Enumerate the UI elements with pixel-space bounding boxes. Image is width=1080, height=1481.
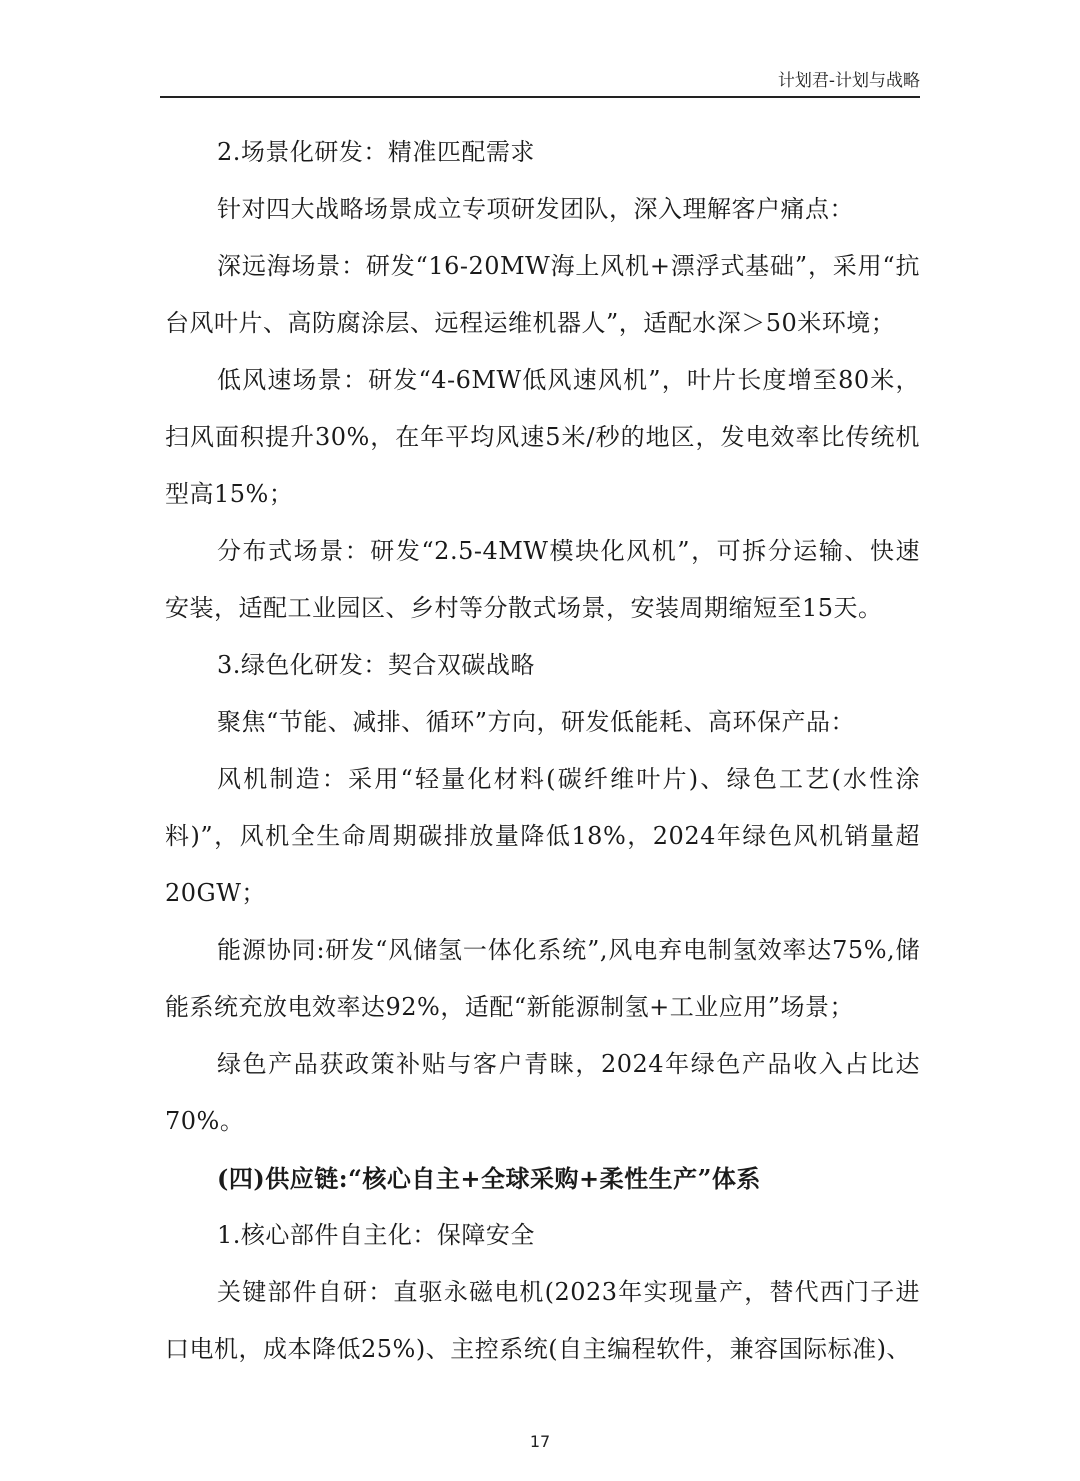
header-title: 计划君-计划与战略 xyxy=(777,71,920,91)
paragraph: 低风速场景：研发“4-6MW低风速风机”，叶片长度增至80米，扫风面积提升30%，在年平均风速5米/秒的地区，发电效率比传统机型高15%； xyxy=(165,366,920,508)
paragraph: 绿色产品获政策补贴与客户青睐，2024年绿色产品收入占比达70%。 xyxy=(165,1050,920,1135)
page-number: 17 xyxy=(529,1432,551,1451)
paragraph: 风机制造：采用“轻量化材料(碳纤维叶片)、绿色工艺(水性涂料)”，风机全生命周期碳排放量降低18%，2024年绿色风机销量超20GW； xyxy=(165,765,920,907)
section-heading-supply-chain: (四)供应链:“核心自主+全球采购+柔性生产”体系 xyxy=(217,1164,761,1193)
subheading-core-parts: 1.核心部件自主化：保障安全 xyxy=(217,1221,535,1249)
paragraph: 针对四大战略场景成立专项研发团队，深入理解客户痛点： xyxy=(217,195,854,223)
subheading-scenario-rd: 2.场景化研发：精准匹配需求 xyxy=(217,138,535,166)
document-body xyxy=(165,124,920,1378)
paragraph: 分布式场景：研发“2.5-4MW模块化风机”，可拆分运输、快速安装，适配工业园区、乡村等分散式场景，安装周期缩短至15天。 xyxy=(165,537,920,622)
paragraph: 关键部件自研：直驱永磁电机(2023年实现量产，替代西门子进口电机，成本降低25%)、主控系统(自主编程软件，兼容国际标准)、 xyxy=(165,1278,920,1363)
subheading-green-rd: 3.绿色化研发：契合双碳战略 xyxy=(217,651,535,679)
paragraph: 深远海场景：研发“16-20MW海上风机+漂浮式基础”，采用“抗台风叶片、高防腐涂层、远程运维机器人”，适配水深＞50米环境； xyxy=(165,252,920,337)
paragraph: 聚焦“节能、减排、循环”方向，研发低能耗、高环保产品： xyxy=(217,708,856,736)
page-header xyxy=(160,62,920,98)
paragraph: 能源协同:研发“风储氢一体化系统”,风电弃电制氢效率达75%,储能系统充放电效率达92%，适配“新能源制氢+工业应用”场景； xyxy=(165,936,920,1021)
